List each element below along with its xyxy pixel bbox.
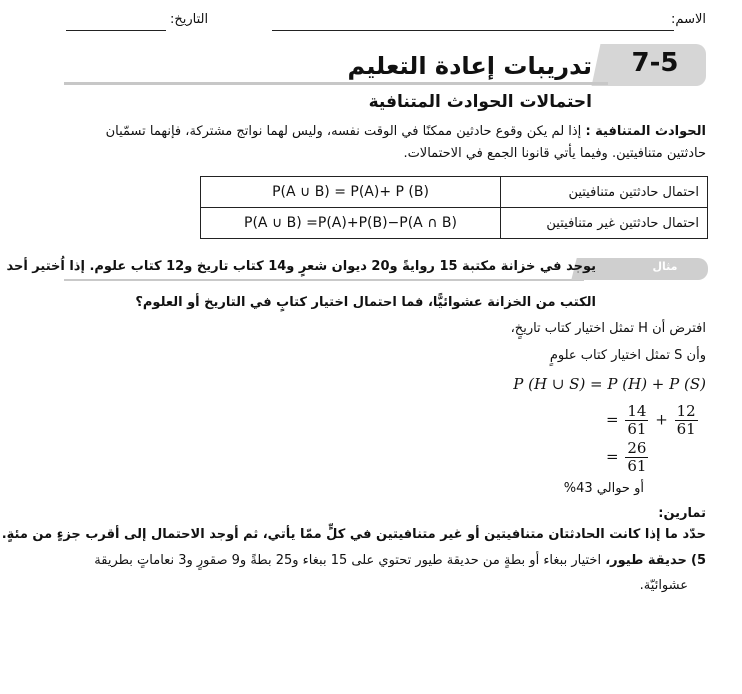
fraction-denominator: 61	[627, 420, 647, 438]
exercise-5-line1	[94, 553, 706, 568]
rule-formula: P(A ∪ B) =P(A)+P(B)−P(A ∩ B)	[201, 208, 501, 239]
lesson-subtitle: احتمالات الحوادث المتنافية	[368, 92, 592, 112]
equation-1: P (H ∪ S) = P (H) + P (S)	[513, 375, 706, 393]
exercise-title: حديقة طيور،	[605, 553, 687, 568]
rule-label: احتمال حادثتين غير متنافيتين	[501, 208, 708, 239]
plus-sign: +	[655, 410, 668, 429]
definition-term: الحوادث المتنافية :	[585, 124, 706, 139]
exercise-5-line2: عشوائيّة.	[639, 578, 688, 593]
fraction-denominator: 61	[676, 420, 696, 438]
lesson-title: تدريبات إعادة التعليم	[347, 52, 592, 80]
title-rule	[64, 82, 608, 85]
lesson-number: 7-5	[631, 48, 679, 78]
equation-3	[606, 440, 650, 475]
date-label: التاريخ:	[170, 12, 209, 27]
fraction	[625, 440, 648, 475]
example-rule	[64, 279, 584, 281]
exercise-number: 5)	[691, 553, 706, 568]
fraction-denominator: 61	[627, 457, 647, 475]
date-line[interactable]	[66, 30, 166, 31]
solution-line1: افترض أن H تمثل اختيار كتاب تاريخٍ،	[510, 321, 706, 336]
rule-label: احتمال حادثتين متنافيتين	[501, 177, 708, 208]
example-question-line2: الكتب من الخزانة عشوائيًّا، فما احتمال اختيار كتابٍ في التاريخ أو العلوم؟	[135, 295, 596, 310]
example-question-line1: يوجد في خزانة مكتبة 15 روايةً و20 ديوان شعرٍ و14 كتاب تاريخ و12 كتاب علوم. إذا اُختير أحد	[6, 259, 596, 274]
name-label: الاسم:	[671, 12, 706, 27]
rules-table	[200, 176, 708, 239]
table-row	[201, 208, 708, 239]
fraction	[625, 403, 648, 438]
name-line[interactable]	[272, 30, 674, 31]
exercises-instruction: حدّد ما إذا كانت الحادثتان متنافيتين أو غير متنافيتين في كلٍّ ممّا يأتي، ثم أوجد الاحتمال إلى أقرب جزءٍ من مئةٍ.	[1, 527, 706, 542]
equals-sign: =	[606, 410, 619, 429]
definition-text: إذا لم يكن وقوع حادثين ممكنًا في الوقت نفسه، وليس لهما نواتج مشتركة، فإنهما تسمّيان حادثتين متنافيتين. وفيما يأتي قانونا الجمع في الاحتمالات.	[105, 124, 706, 161]
rule-formula: P(A ∪ B) = P(A)+ P (B)	[201, 177, 501, 208]
equation-2	[606, 403, 700, 438]
example-label: مثال	[652, 260, 678, 273]
equals-sign: =	[606, 447, 619, 466]
fraction-numerator: 14	[627, 402, 647, 420]
example-answer: أو حوالي 43%	[563, 481, 644, 496]
fraction-numerator: 12	[676, 402, 696, 420]
exercises-heading: تمارين:	[658, 506, 706, 521]
solution-line2: وأن S تمثل اختيار كتاب علومٍ	[549, 348, 706, 363]
exercise-text: اختيار ببغاء أو بطةٍ من حديقة طيور تحتوي على 15 ببغاء و25 بطةً و9 صقورٍ و3 نعاماتٍ بطريقة	[94, 553, 606, 568]
fraction-numerator: 26	[627, 439, 647, 457]
definition-paragraph	[66, 121, 706, 165]
table-row	[201, 177, 708, 208]
fraction	[675, 403, 698, 438]
